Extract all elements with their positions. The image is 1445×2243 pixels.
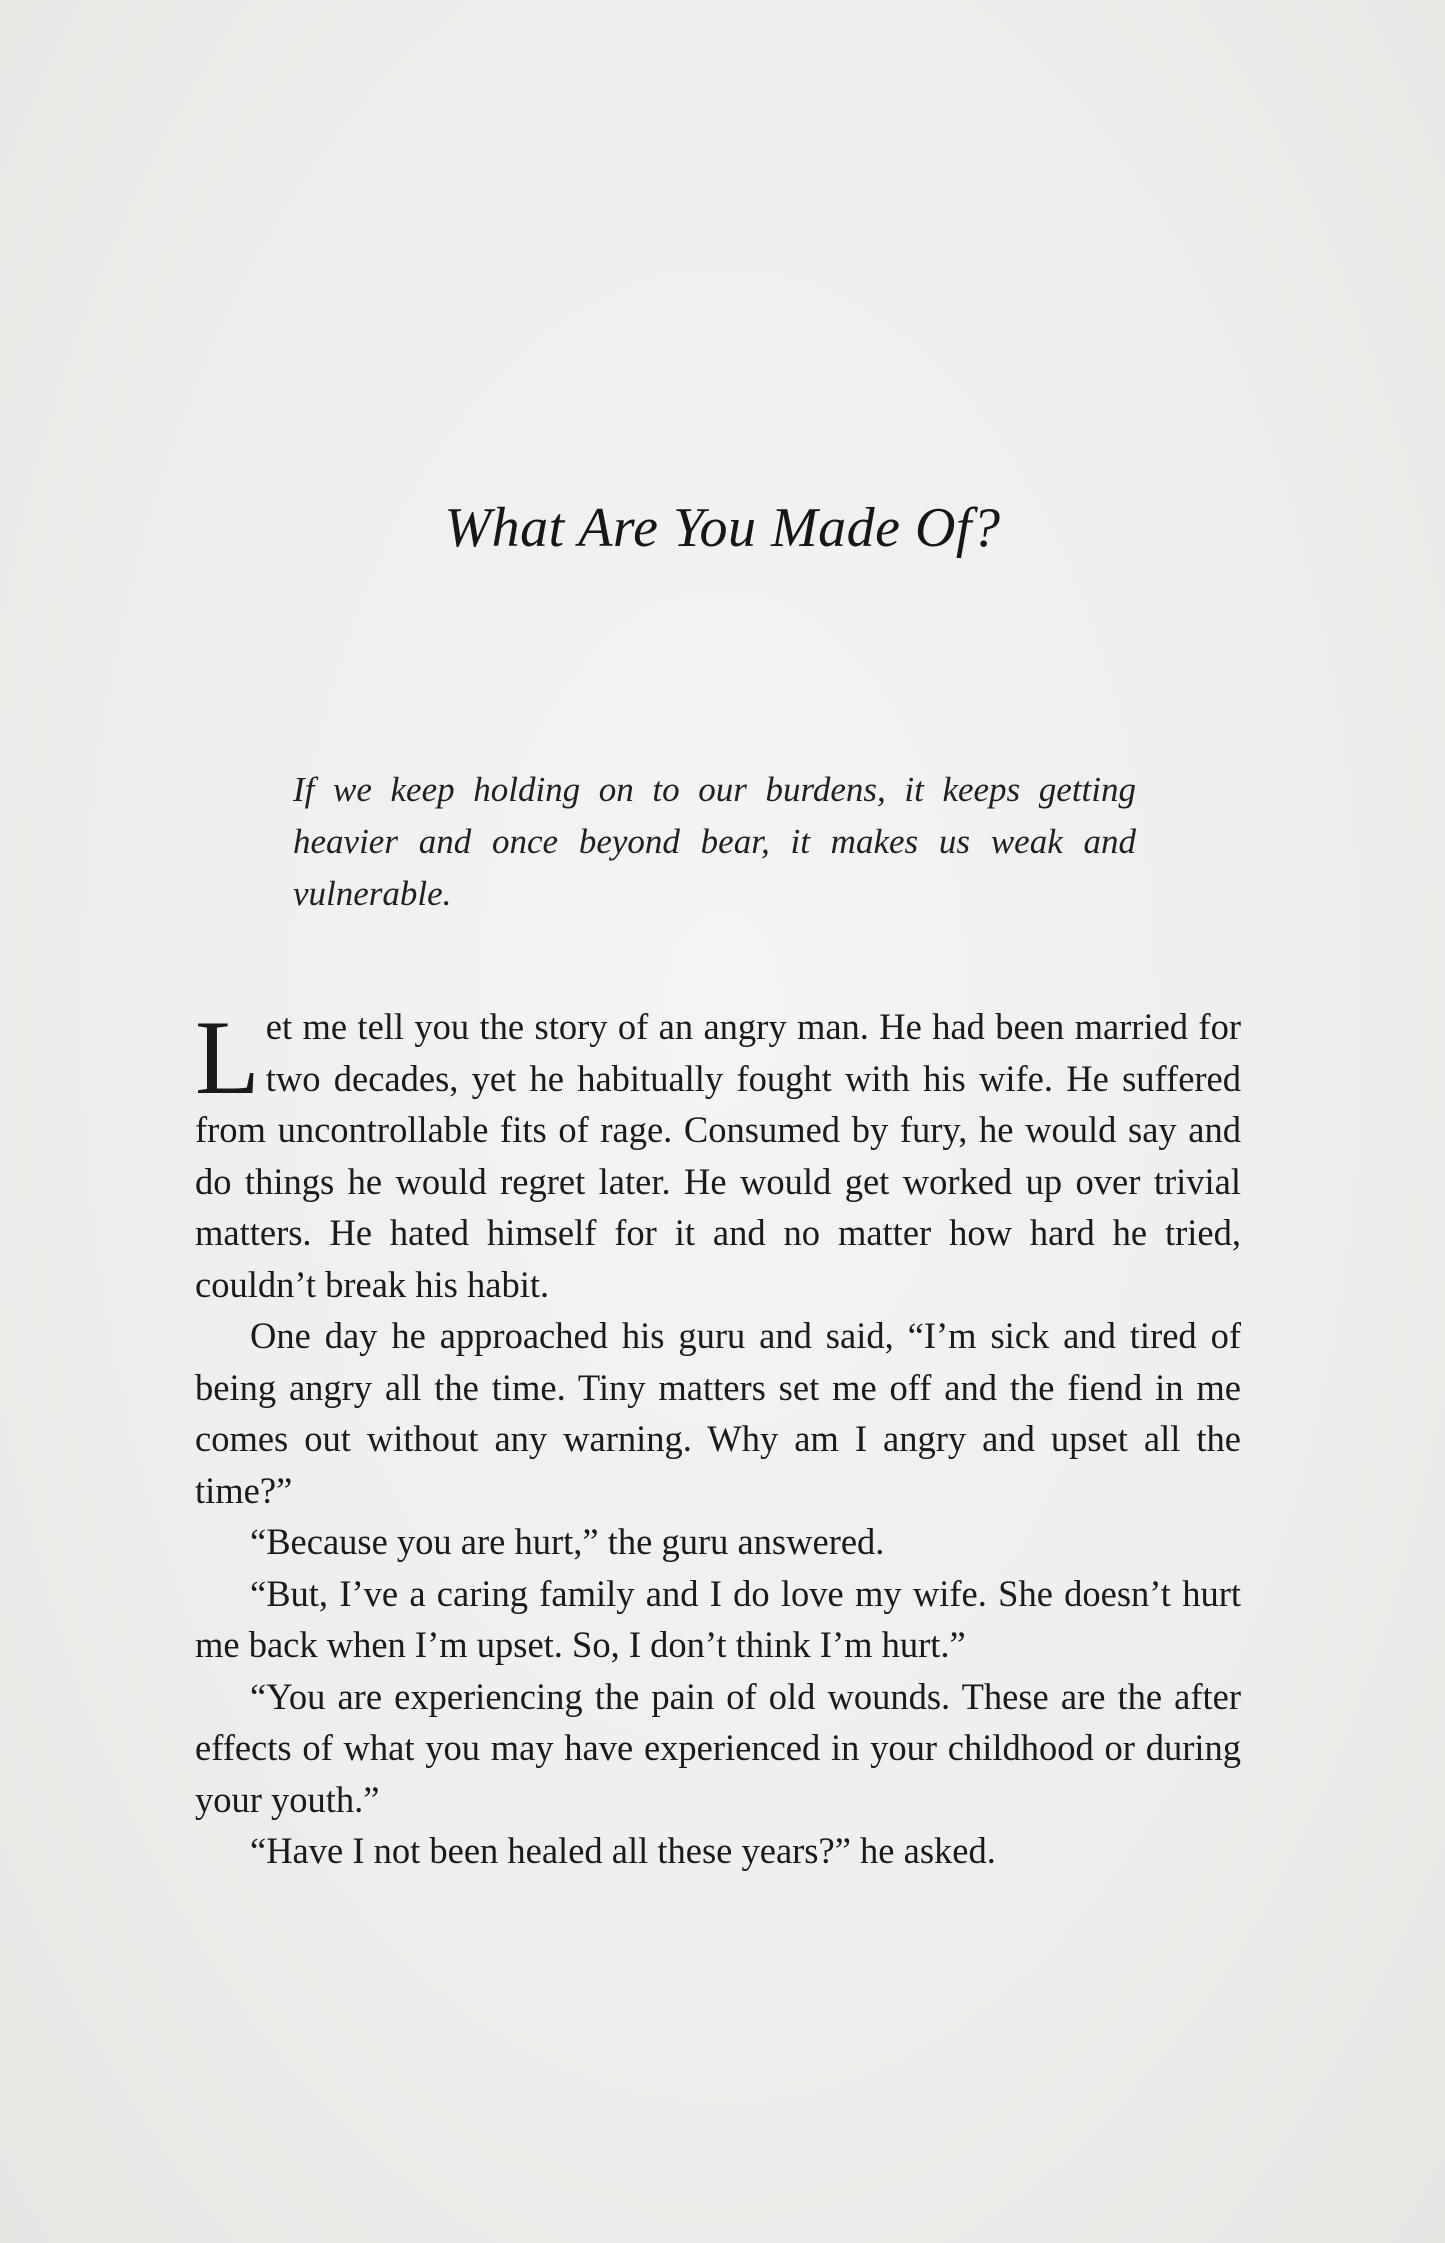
paragraph: “But, I’ve a caring family and I do love my wife. She doesn’t hurt me back when I’m upset. So, I don’t think I’m hurt.”	[195, 1572, 1241, 1665]
paragraph: “You are experiencing the pain of old wounds. These are the after effects of what you may have experienced in your childhood or during your youth.”	[195, 1675, 1241, 1820]
epigraph-quote: If we keep holding on to our burdens, it keeps getting heavier and once beyond bear, it makes us weak and vulnerable.	[293, 770, 1136, 913]
paragraph-opening	[195, 1001, 1241, 1310]
drop-cap: L	[195, 999, 260, 1116]
paragraph: “Because you are hurt,” the guru answered.	[250, 1521, 885, 1562]
chapter-title: What Are You Made Of?	[444, 497, 1001, 559]
paragraph-opening-text: et me tell you the story of an angry man. He had been married for two decades, yet he habitually fought with his wife. He suffered from uncontrollable fits of rage. Consumed by fury, he would say and do things he would regret later. He would get worked up over trivial matters. He hated himself for it and no matter how hard he tried, couldn’t break his habit.	[195, 1006, 1241, 1305]
paragraph: One day he approached his guru and said, “I’m sick and tired of being angry all the time. Tiny matters set me off and the fiend in me comes out without any warning. Why am I angry and upset all the time?”	[195, 1315, 1241, 1511]
chapter-body	[195, 1001, 1241, 1877]
paragraph: “Have I not been healed all these years?” he asked.	[250, 1830, 996, 1871]
